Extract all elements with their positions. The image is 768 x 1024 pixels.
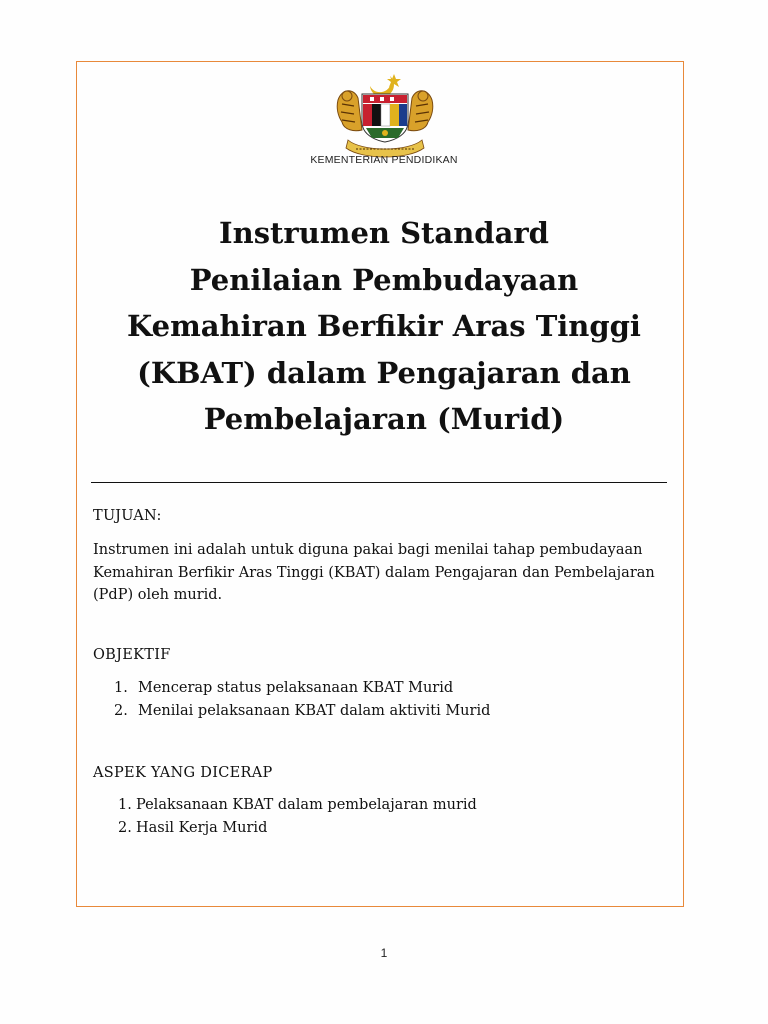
title-line: Penilaian Pembudayaan — [189, 262, 579, 297]
title-line: (KBAT) dalam Pengajaran dan — [137, 355, 631, 390]
ministry-name: KEMENTERIAN PENDIDIKAN — [310, 154, 458, 166]
list-item — [114, 677, 490, 700]
title-line: Instrumen Standard — [219, 216, 549, 250]
paragraph-line: (PdP) oleh murid. — [93, 587, 223, 603]
list-item — [118, 817, 477, 840]
list-item — [114, 700, 490, 723]
objektif-list — [114, 677, 490, 723]
title-divider — [91, 482, 667, 483]
list-item-number: 1. — [118, 797, 132, 813]
title-line: Pembelajaran (Murid) — [203, 402, 565, 436]
page-number: 1 — [380, 946, 388, 960]
paragraph-line: Instrumen ini adalah untuk diguna pakai bagi menilai tahap pembudayaan — [93, 542, 643, 558]
coat-of-arms-logo — [332, 70, 438, 162]
list-item-text: Pelaksanaan KBAT dalam pembelajaran murid — [136, 797, 477, 813]
document-title — [90, 210, 678, 443]
list-item-text: Hasil Kerja Murid — [136, 820, 268, 836]
list-item-number: 1. — [114, 680, 128, 696]
paragraph-line: Kemahiran Berfikir Aras Tinggi (KBAT) dalam Pengajaran dan Pembelajaran — [93, 564, 655, 581]
aspek-heading: ASPEK YANG DICERAP — [93, 765, 273, 781]
aspek-list — [118, 794, 477, 840]
title-line: Kemahiran Berfikir Aras Tinggi — [127, 309, 641, 343]
tujuan-paragraph — [93, 539, 683, 607]
list-item — [118, 794, 477, 817]
objektif-heading: OBJEKTIF — [93, 647, 171, 663]
list-item-text: Mencerap status pelaksanaan KBAT Murid — [138, 680, 454, 696]
list-item-number: 2. — [118, 820, 132, 836]
list-item-text: Menilai pelaksanaan KBAT dalam aktiviti Murid — [138, 703, 491, 719]
list-item-number: 2. — [114, 703, 128, 719]
tujuan-heading: TUJUAN: — [93, 508, 162, 524]
